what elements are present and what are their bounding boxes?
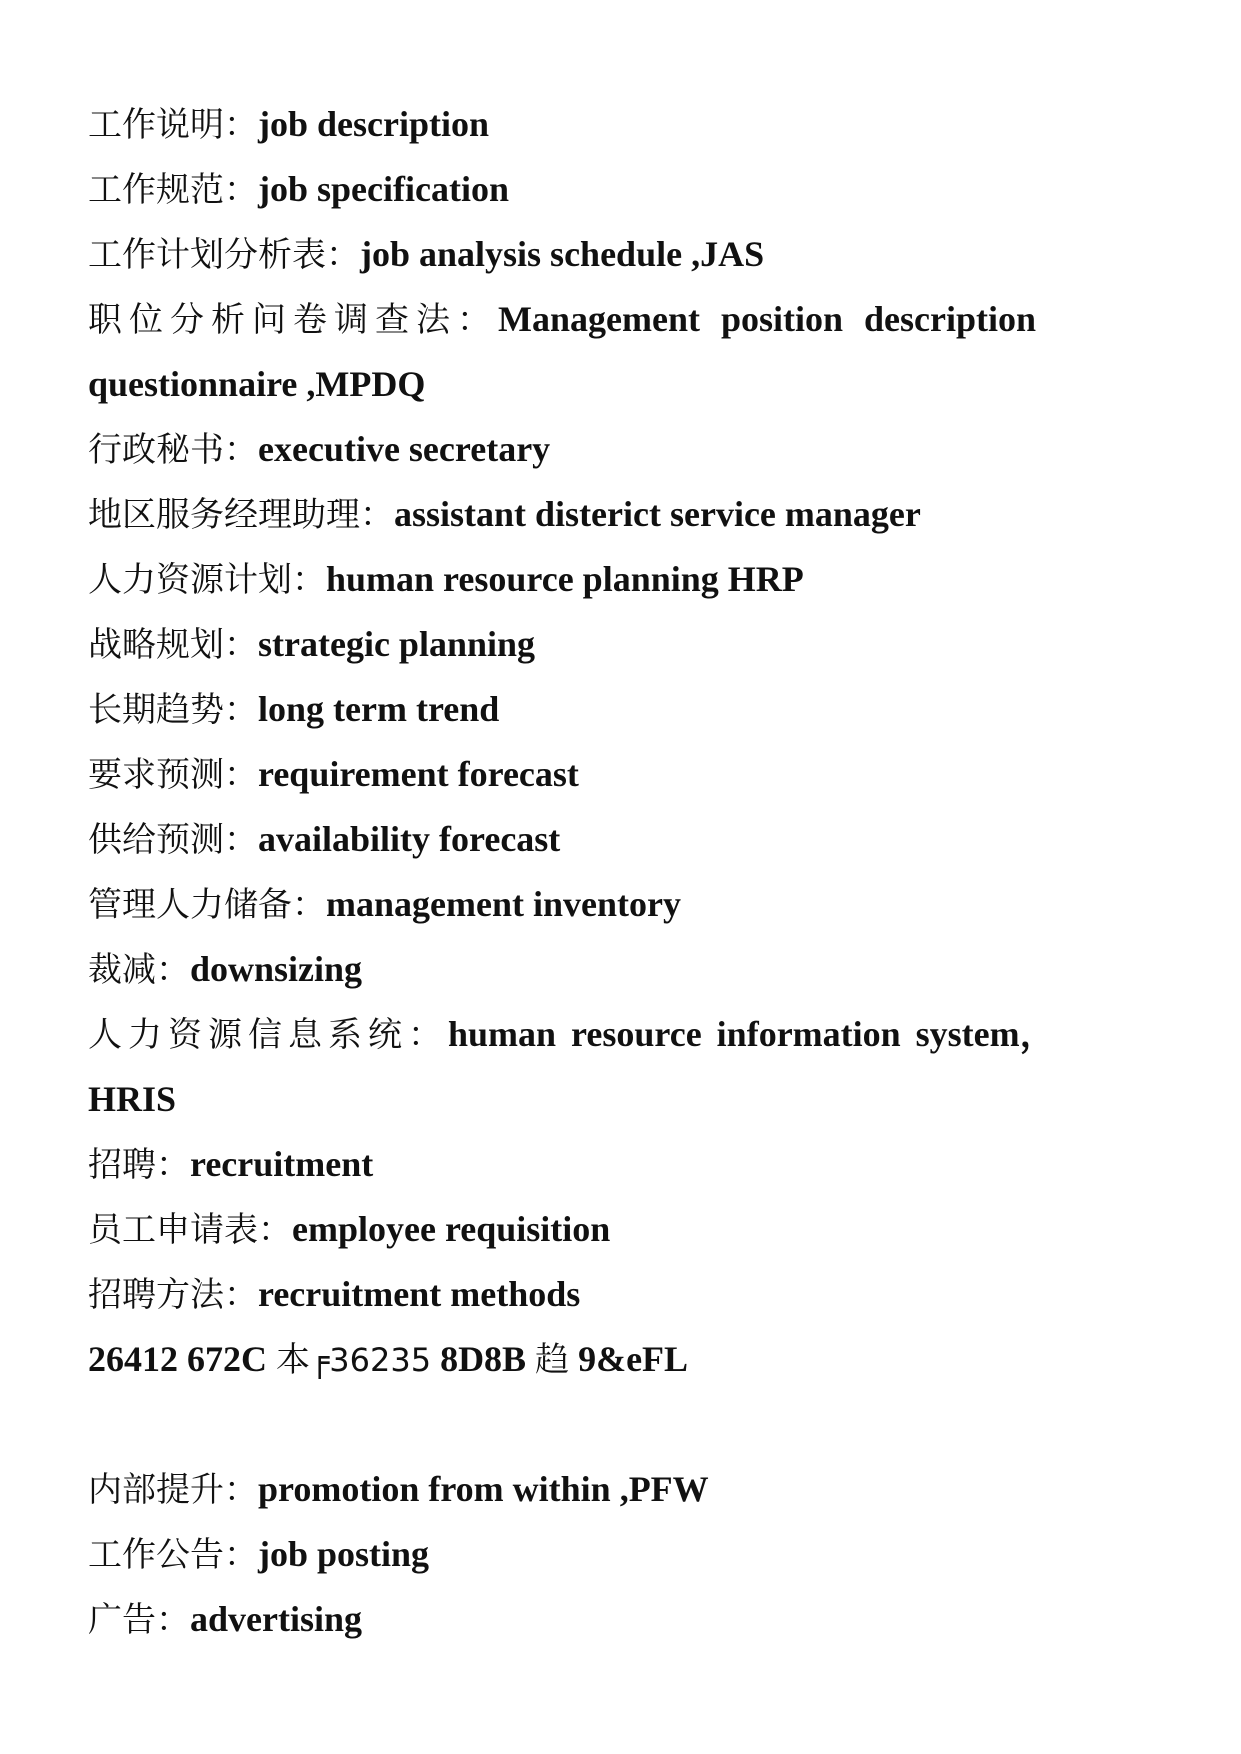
term-english: downsizing <box>190 949 363 989</box>
list-item <box>88 1197 1148 1262</box>
list-item <box>88 742 1148 807</box>
list-item <box>88 1457 1148 1522</box>
term-english: job analysis schedule ,JAS <box>360 234 765 274</box>
list-item <box>88 417 1148 482</box>
term-english: management inventory <box>326 884 681 924</box>
term-english: advertising <box>190 1599 363 1639</box>
list-item <box>88 287 1148 352</box>
term-english-continued: questionnaire ,MPDQ <box>88 364 426 404</box>
term-english: recruitment methods <box>258 1274 581 1314</box>
garbled-part: 趋 <box>535 1340 570 1380</box>
term-english: assistant disterict service manager <box>394 494 921 534</box>
term-english: human resource planning HRP <box>326 559 804 599</box>
term-chinese: 人力资源信息系统： <box>88 1015 448 1055</box>
term-english: availability forecast <box>258 819 561 859</box>
list-item-continuation <box>88 352 1148 417</box>
list-item <box>88 1132 1148 1197</box>
term-english: promotion from within ,PFW <box>258 1469 709 1509</box>
term-chinese: 员工申请表： <box>88 1210 292 1250</box>
term-chinese: 招聘： <box>88 1145 190 1185</box>
list-item <box>88 157 1148 222</box>
term-chinese: 要求预测： <box>88 755 258 795</box>
list-item <box>88 92 1148 157</box>
garbled-text-line <box>88 1327 1148 1392</box>
list-item <box>88 547 1148 612</box>
list-item <box>88 1522 1148 1587</box>
term-english-continued: HRIS <box>88 1079 177 1119</box>
term-chinese: 行政秘书： <box>88 430 258 470</box>
term-chinese: 广告： <box>88 1600 190 1640</box>
term-chinese: 工作规范： <box>88 170 258 210</box>
list-item-continuation <box>88 1067 1148 1132</box>
term-chinese: 长期趋势： <box>88 690 258 730</box>
term-english: requirement forecast <box>258 754 579 794</box>
term-english: Management position description <box>498 299 1037 339</box>
list-item <box>88 807 1148 872</box>
term-chinese: 内部提升： <box>88 1470 258 1510</box>
list-item <box>88 222 1148 287</box>
list-item <box>88 1587 1148 1652</box>
term-chinese: 工作说明： <box>88 105 258 145</box>
list-item <box>88 1262 1148 1327</box>
term-english: strategic planning <box>258 624 536 664</box>
term-english: job specification <box>258 169 509 209</box>
term-chinese: 裁减： <box>88 950 190 990</box>
list-item <box>88 1002 1148 1067</box>
list-item <box>88 482 1148 547</box>
term-chinese: 人力资源计划： <box>88 560 326 600</box>
term-chinese: 管理人力储备： <box>88 885 326 925</box>
term-chinese: 供给预测： <box>88 820 258 860</box>
garbled-part: 9&eFL <box>569 1339 689 1379</box>
list-item <box>88 937 1148 1002</box>
term-english: employee requisition <box>292 1209 611 1249</box>
term-english: job description <box>258 104 490 144</box>
term-chinese: 职位分析问卷调查法： <box>88 300 498 340</box>
glossary-list <box>88 92 1148 1652</box>
list-item <box>88 612 1148 677</box>
blank-line <box>88 1392 1148 1457</box>
term-english: human resource information system， <box>448 1014 1056 1054</box>
term-chinese: 战略规划： <box>88 625 258 665</box>
garbled-part: 26412 672C <box>88 1339 276 1379</box>
term-english: job posting <box>258 1534 430 1574</box>
term-chinese: 工作计划分析表： <box>88 235 360 275</box>
term-english: executive secretary <box>258 429 551 469</box>
term-english: long term trend <box>258 689 500 729</box>
garbled-part: 本 <box>276 1340 310 1380</box>
term-chinese: 地区服务经理助理： <box>88 495 394 535</box>
garbled-part: 8D8B <box>431 1339 536 1379</box>
term-chinese: 招聘方法： <box>88 1275 258 1315</box>
term-chinese: 工作公告： <box>88 1535 258 1575</box>
list-item <box>88 872 1148 937</box>
list-item <box>88 677 1148 742</box>
garbled-part: ╒36235 <box>310 1341 432 1379</box>
term-english: recruitment <box>190 1144 374 1184</box>
